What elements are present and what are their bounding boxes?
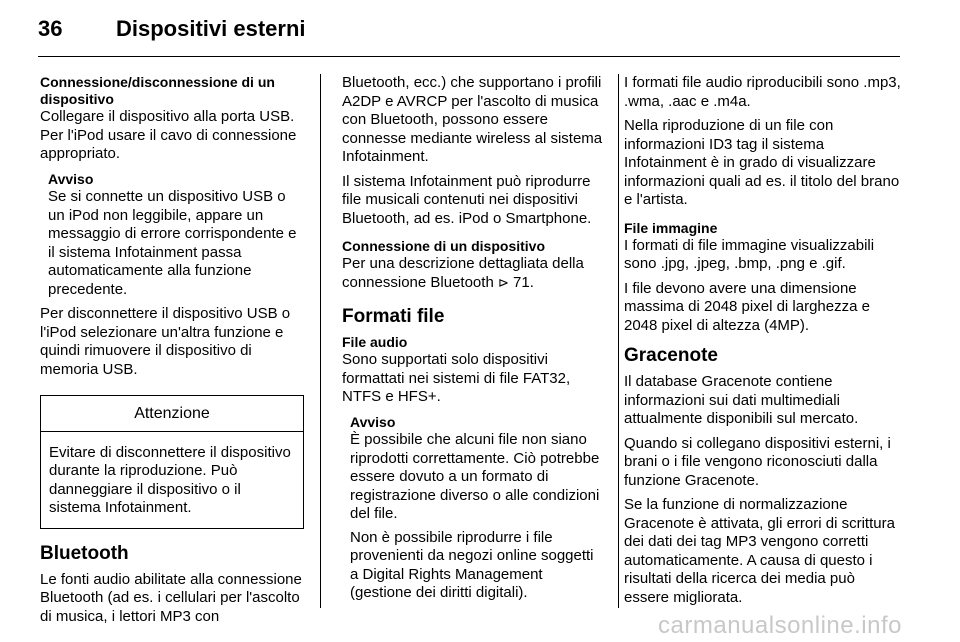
heading-connect-disconnect: Connessione/disconnessione di un dispositivo [40, 74, 275, 107]
note-label-2: Avviso [350, 413, 396, 430]
column-divider-1 [320, 74, 321, 608]
heading-audio-files: File audio [342, 334, 408, 350]
para-disconnect: Per disconnettere il dispositivo USB o l'iPod selezionare un'altra funzione e quindi rimuovere il dispositivo di memoria USB. [40, 305, 291, 378]
para-audio-files: Sono supportati solo dispositivi formattati nei sistemi di file FAT32, NTFS e HFS+. [342, 351, 571, 405]
note-block-2 [342, 413, 604, 603]
chapter-title: Dispositivi esterni [116, 16, 306, 41]
column-1 [40, 74, 304, 632]
para-id3: Nella riproduzione di un file con informazioni ID3 tag il sistema Infotainment è in grado di visualizzare informazioni quali ad es. il titolo del brano e l'artista. [624, 117, 900, 208]
heading-connect-device: Connessione di un dispositivo [342, 238, 546, 254]
note-text: Se si connette un dispositivo USB o un iPod non leggibile, appare un messaggio di errore corrispondente e il sistema Infotainment passa automaticamente alla funzione precedente. [48, 188, 297, 298]
note-text-2a: È possibile che alcuni file non siano riprodotti correttamente. Ciò potrebbe essere dovuto a un formato di registrazione diverso o alle condizioni del file. [350, 431, 600, 522]
note-block [40, 170, 304, 300]
note-label: Avviso [48, 170, 94, 187]
para-image-formats: I formati di file immagine visualizzabili sono .jpg, .jpeg, .bmp, .png e .gif. [624, 236, 875, 272]
para-bluetooth-cont: Bluetooth, ecc.) che supportano i profili A2DP e AVRCP per l'ascolto di musica con Bluetooth, possono essere connesse mediante wireless al sistema Infotainment. [342, 74, 603, 165]
watermark: carmanualsonline.info [658, 612, 902, 639]
page-number: 36 [38, 16, 63, 41]
para-connect: Collegare il dispositivo alla porta USB. Per l'iPod usare il cavo di connessione appropriato. [40, 108, 297, 162]
warning-title: Attenzione [41, 396, 303, 432]
header-rule [38, 56, 900, 57]
para-gracenote-1: Il database Gracenote contiene informazioni sui dati multimediali attualmente disponibili sul mercato. [624, 373, 859, 427]
heading-image-files: File immagine [624, 219, 718, 236]
note-text-2b: Non è possibile riprodurre i file provenienti da negozi online soggetti a Digital Rights Management (gestione dei diritti digitali). [350, 528, 594, 601]
section-title-gracenote: Gracenote [624, 345, 718, 366]
section-title-formats: Formati file [342, 306, 445, 327]
para-gracenote-3: Se la funzione di normalizzazione Gracenote è attivata, gli errori di scrittura dei dati dei tag MP3 vengono corretti automaticamente. A causa di questo i risultati della ricerca dei media può essere migliorata. [624, 496, 895, 606]
para-image-size: I file devono avere una dimensione massima di 2048 pixel di larghezza e 2048 pixel di altezza (4MP). [624, 279, 870, 334]
section-title-bluetooth: Bluetooth [40, 542, 129, 564]
para-connect-device-text: Per una descrizione dettagliata della connessione Bluetooth [342, 255, 584, 291]
warning-box [40, 395, 304, 529]
warning-text: Evitare di disconnettere il dispositivo durante la riproduzione. Può danneggiare il dispositivo o il sistema Infotainment. [49, 443, 291, 516]
page-ref[interactable]: 71. [513, 273, 534, 291]
para-bluetooth: Le fonti audio abilitate alla connessione Bluetooth (ad es. i cellulari per l'ascolto di musica, i lettori MP3 con [40, 570, 302, 625]
para-audio-formats: I formati file audio riproducibili sono .mp3, .wma, .aac e .m4a. [624, 74, 901, 110]
page-ref-arrow-icon: ⊳ [497, 274, 509, 290]
column-2 [342, 74, 604, 609]
para-connect-device [342, 255, 604, 292]
para-gracenote-2: Quando si collegano dispositivi esterni, i brani o i file vengono riconosciuti dalla funzione Gracenote. [624, 434, 891, 489]
column-3 [624, 74, 902, 613]
para-bluetooth-playback: Il sistema Infotainment può riprodurre file musicali contenuti nei dispositivi Bluetooth, ad es. iPod o Smartphone. [342, 172, 592, 227]
column-divider-2 [618, 74, 619, 608]
